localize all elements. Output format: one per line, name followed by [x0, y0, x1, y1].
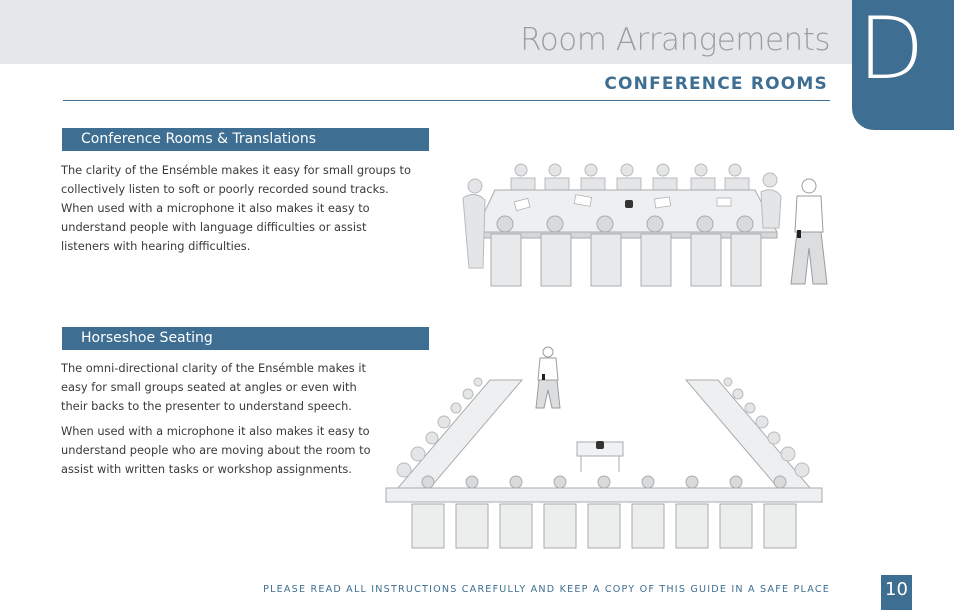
section-tab	[852, 0, 954, 130]
page-number: 10	[881, 575, 912, 610]
section-body-conference	[61, 161, 411, 262]
page-subtitle: CONFERENCE ROOMS	[604, 74, 828, 94]
header-divider	[63, 100, 830, 101]
section-heading-horseshoe: Horseshoe Seating	[62, 327, 429, 350]
presenter-figure	[791, 179, 827, 284]
ensemble-device-icon	[596, 441, 604, 449]
footer-notice: PLEASE READ ALL INSTRUCTIONS CAREFULLY AND KEEP A COPY OF THIS GUIDE IN A SAFE PLACE	[263, 584, 830, 595]
page-title: Room Arrangements	[520, 22, 830, 58]
section-heading-conference: Conference Rooms & Translations	[62, 128, 429, 151]
paragraph: The clarity of the Ensémble makes it easy for small groups to collectively listen to soft or poorly recorded sound tracks. When used with a microphone it also makes it easy to understand people with language difficulties or assist listeners with hearing difficulties.	[61, 163, 411, 253]
paragraph: When used with a microphone it also makes it easy to understand people who are moving about the room to assist with written tasks or workshop assignments.	[61, 424, 371, 476]
presenter-figure	[536, 347, 560, 408]
paragraph: The omni-directional clarity of the Ensémble makes it easy for small groups seated at angles or even with their backs to the presenter to understand speech.	[61, 361, 366, 413]
section-letter: D	[858, 0, 925, 99]
section-body-horseshoe	[61, 359, 371, 485]
horseshoe-seating-illustration	[382, 342, 830, 556]
ensemble-device-icon	[625, 200, 633, 208]
conference-table-illustration	[455, 158, 835, 290]
